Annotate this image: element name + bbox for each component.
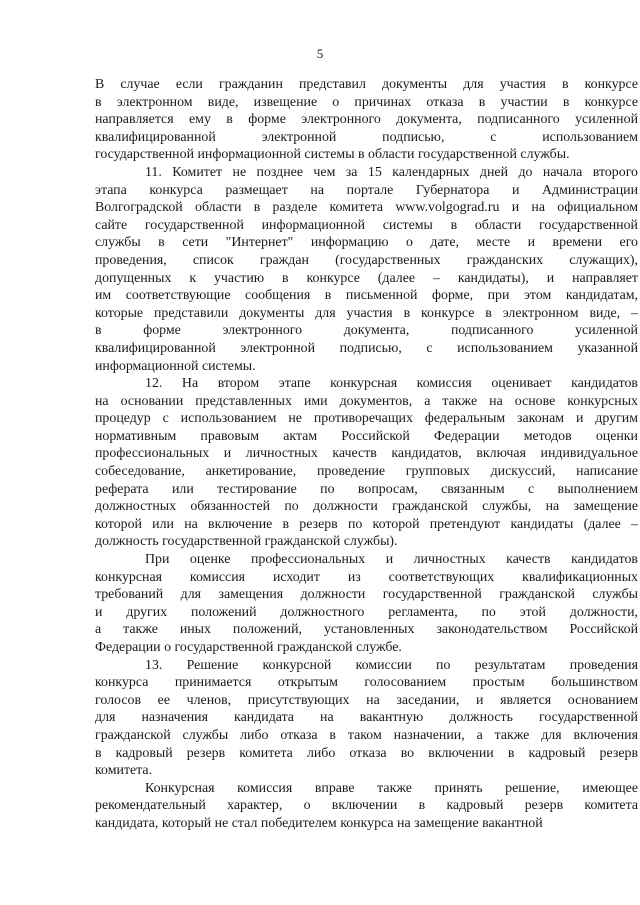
text-line: комитета.: [95, 763, 153, 779]
text-line: сайте государственной информационной системы в области государственной: [95, 217, 638, 233]
text-line: должность государственной гражданской службы).: [95, 534, 398, 550]
text-line: допущенных к участию в конкурсе (далее – кандидаты), и направляет: [95, 270, 638, 286]
text-line: информационной системы.: [95, 358, 256, 374]
text-line: конкурса принимается открытым голосованием простым большинством: [95, 675, 638, 691]
text-line: государственной информационной системы в области государственной службы.: [95, 147, 570, 163]
text-line: нормативным правовым актам Российской Федерации методов оценки: [95, 428, 638, 444]
text-line: Волгоградской области в разделе комитета www.volgograd.ru и на официальном: [95, 200, 638, 216]
text-line: 12. На втором этапе конкурсная комиссия оценивает кандидатов: [145, 376, 638, 392]
text-line: этапа конкурса размещает на портале Губернатора и Администрации: [95, 182, 638, 198]
text-line: квалифицированной электронной подписью, с использованием указанной: [95, 340, 638, 356]
text-line: Федерации о государственной гражданской службе.: [95, 640, 402, 655]
text-line: голосов ее членов, присутствующих на заседании, и является основанием: [95, 692, 638, 708]
text-line: Конкурсная комиссия вправе также принять решение, имеющее: [145, 780, 638, 796]
text-line: и других положений должностного регламента, по этой должности,: [95, 604, 638, 620]
text-line: процедур с использованием не противоречащих федеральным законам и другим: [95, 411, 638, 427]
text-line: требований для замещения должности государственной гражданской службы: [95, 587, 638, 603]
text-line: профессиональных и личностных качеств кандидатов, включая индивидуальное: [95, 446, 638, 462]
text-line: рекомендательный характер, о включении в кадровый резерв комитета: [95, 798, 638, 814]
text-line: гражданской службы либо отказа в таком назначении, а также для включения: [95, 727, 638, 743]
text-line: В случае если гражданин представил документы для участия в конкурсе: [95, 77, 638, 92]
text-line: в кадровый резерв комитета либо отказа во включении в кадровый резерв: [95, 745, 638, 761]
text-line: При оценке профессиональных и личностных качеств кандидатов: [145, 552, 638, 568]
text-line: 11. Комитет не позднее чем за 15 календарных дней до начала второго: [145, 164, 638, 180]
text-line: квалифицированной электронной подписью, с использованием: [95, 129, 638, 145]
text-line: 13. Решение конкурсной комиссии по результатам проведения: [145, 657, 638, 673]
text-line: на основании представленных ими документов, а также на основе конкурсных: [95, 393, 638, 409]
page-number: 5: [316, 46, 324, 61]
text-line: для назначения кандидата на вакантную должность государственной: [95, 710, 638, 726]
text-line: конкурсная комиссия исходит из соответствующих квалификационных: [95, 569, 638, 585]
text-line: собеседование, анкетирование, проведение групповых дискуссий, написание: [95, 464, 638, 480]
text-line: которой или на включение в резерв по которой претендуют кандидаты (далее –: [95, 516, 638, 532]
document-body: [95, 76, 638, 833]
text-line: службы в сети "Интернет" информацию о дате, месте и времени его: [95, 235, 638, 251]
text-line: реферата или тестирование по вопросам, связанным с выполнением: [95, 481, 638, 497]
text-line: им соответствующие сообщения в письменной форме, при этом кандидатам,: [95, 288, 638, 304]
text-line: в электронном виде, извещение о причинах отказа в участии в конкурсе: [95, 94, 638, 110]
text-line: которые представили документы для участия в конкурсе в электронном виде, –: [95, 305, 638, 321]
text-line: направляется ему в форме электронного документа, подписанного усиленной: [95, 112, 638, 128]
text-line: в форме электронного документа, подписанного усиленной: [95, 323, 638, 339]
text-line: а также иных положений, установленных законодательством Российской: [95, 622, 638, 638]
text-line: кандидата, который не стал победителем конкурса на замещение вакантной: [95, 815, 543, 831]
text-line: должностных обязанностей по должности гражданской службы, на замещение: [95, 499, 638, 515]
text-line: проведения, список граждан (государственных гражданских служащих),: [95, 252, 638, 268]
